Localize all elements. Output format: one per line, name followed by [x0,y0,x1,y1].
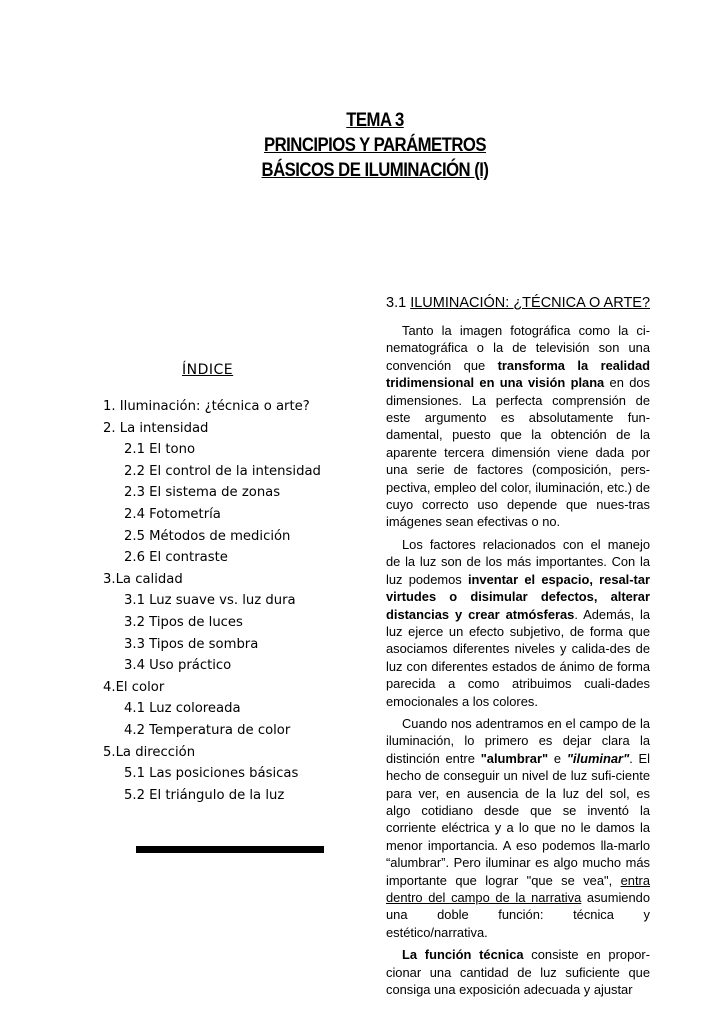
section-title: ILUMINACIÓN: ¿TÉCNICA O ARTE? [410,295,651,311]
toc-item: 5.La dirección [103,744,196,760]
toc-item: 1. Iluminación: ¿técnica o arte? [103,399,310,414]
toc-item: 5.2 El triángulo de la luz [124,787,285,803]
p1-text-a: Tanto la imagen fotográfica como la ci-nematográfica o la de televisión son una convención que [386,323,650,373]
toc-item: 2.5 Métodos de medición [124,528,291,544]
decorative-divider [136,846,324,853]
toc-item: 3.4 Uso práctico [124,658,232,674]
toc-item: 3.3 Tipos de sombra [124,636,259,652]
p3-text-g: asumiendo una doble función: técnica y estético/narrativa. [386,890,650,940]
toc-item: 3.1 Luz suave vs. luz dura [124,593,296,609]
section-number: 3.1 [386,295,407,311]
section-heading [386,293,650,313]
p3-text-a: Cuando nos adentramos en el campo de la iluminación, lo primero es dejar clara la distinción entre [386,715,650,766]
p3-text-e: . El hecho de conseguir un nivel de luz sufi-ciente para ver, en ausencia de la luz del sol, es algo cotidiano desde que se inventó la corriente eléctrica y a lo que no le damos la menor importancia. A eso podemos lla-marlo “alumbrar”. Pero iluminar es algo mucho más importante que lograr "que se vea", [386,750,651,888]
paragraph-2 [386,536,650,710]
p2-text-a: Los factores relacionados con el manejo de la luz son de los más importantes. Con la luz podemos [386,536,650,587]
toc-item: 3.2 Tipos de luces [124,614,243,630]
toc-item: 2. La intensidad [103,420,209,436]
title-line-2: PRINCIPIOS Y PARÁMETROS [264,135,486,156]
table-of-contents [103,396,363,806]
p1-text-c: en dos dimensiones. La perfecta comprensión de este argumento es absolutamente fun-damental, puesto que la obtención de la aparente tercera dimensión viene dada por una serie de factores (composición, pers-pectiva, empleo del color, iluminación, etc.) de cuyo correcto uso depende que nues-tras imágenes sean efectivas o no. [386,375,650,530]
toc-item: 3.La calidad [103,571,183,587]
toc-item: 2.6 El contraste [124,550,228,566]
paragraph-1 [386,322,650,531]
title-line-1: TEMA 3 [346,110,404,131]
main-text-column [386,293,650,1003]
toc-item: 2.4 Fotometría [124,506,221,522]
toc-item: 2.3 El sistema de zonas [124,485,281,501]
p3-term-alumbrar: "alumbrar" [480,750,549,766]
toc-item: 2.1 El tono [124,442,196,458]
p1-bold: transforma la realidad tridimensional en una visión plana [386,357,651,391]
toc-item: 4.2 Temperatura de color [124,722,291,738]
toc-item: 4.El color [103,679,165,695]
p3-underlined: entra dentro del campo de la narrativa [386,872,650,905]
p4-text-b: consiste en propor-cionar una cantidad de luz suficiente que consiga una exposición adecuada y ajustar [386,947,650,998]
index-heading: ÍNDICE [182,362,234,378]
paragraph-4 [386,946,650,998]
toc-item: 5.1 Las posiciones básicas [124,766,299,782]
toc-item: 4.1 Luz coloreada [124,701,241,717]
document-title [247,108,502,183]
p3-text-c: e [548,750,567,766]
title-line-3: BÁSICOS DE ILUMINACIÓN (I) [261,160,489,181]
p2-bold: inventar el espacio, resal-tar virtudes o disimular defectos, alterar distancias y crear atmósferas [386,571,651,622]
p2-text-c: . Además, la luz ejerce un efecto subjetivo, de forma que asociamos diferentes niveles y calida-des de luz con diferentes estados de ánimo de forma parecida a como atribuimos cuali-dades emocionales a los colores. [386,606,651,709]
paragraph-3 [386,715,650,941]
p3-term-iluminar: "iluminar" [566,750,630,766]
toc-item: 2.2 El control de la intensidad [124,463,321,479]
p4-bold: La función técnica [402,947,524,963]
